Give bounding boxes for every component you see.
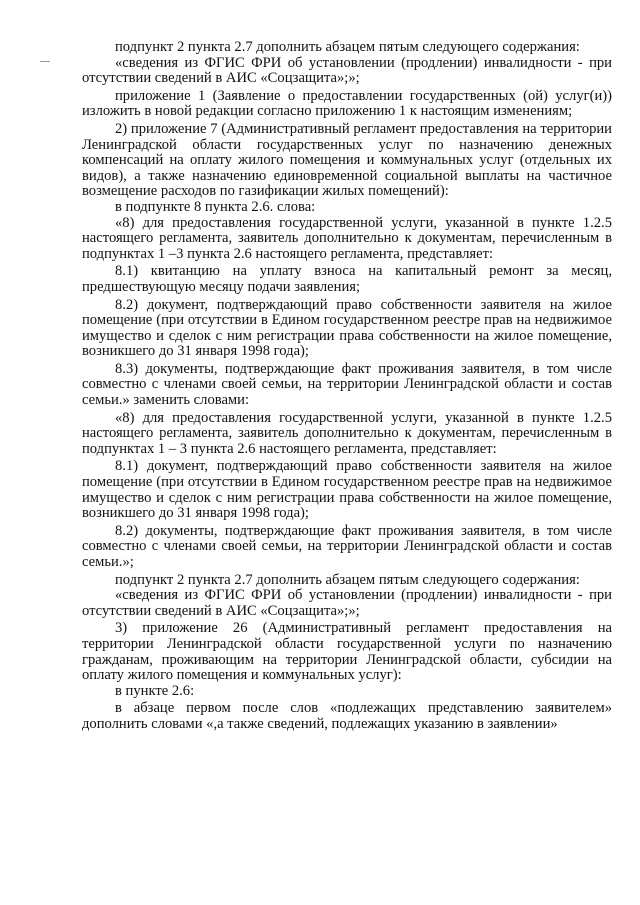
paragraph-15: 3) приложение 26 (Административный регламент предоставления на территории Ленинградской области государственной услуги по назначению гражданам, проживающим на территории Ленинградской области, субсидии на оплату жилого помещения и коммунальных услуг): [82,620,612,684]
paragraph-10: «8) для предоставления государственной услуги, указанной в пункте 1.2.5 настоящего регламента, заявитель дополнительно к документам, перечисленным в подпунктах 1 – 3 пункта 2.6 настоящего регламента, представляет: [82,409,612,457]
paragraph-8: 8.2) документ, подтверждающий право собственности заявителя на жилое помещение (при отсутствии в Едином государственном реестре прав на недвижимое имущество и сделок с ним регистрации права собственности на жилое помещение, возникшего до 31 января 1998 года); [82,296,612,360]
paragraph-1: подпункт 2 пункта 2.7 дополнить абзацем пятым следующего содержания: [115,39,580,55]
paragraph-5: в подпункте 8 пункта 2.6. слова: [115,198,316,215]
paragraph-7: 8.1) квитанцию на уплату взноса на капитальный ремонт за месяц, предшествующую месяцу подачи заявления; [82,263,612,295]
document-page [82,40,612,733]
paragraph-16: в пункте 2.6: [115,682,195,699]
paragraph-6: «8) для предоставления государственной услуги, указанной в пункте 1.2.5 настоящего регламента, заявитель дополнительно к документам, перечисленным в подпунктах 1 –3 пункта 2.6 настоящего регламента, представляет: [82,214,612,262]
paragraph-14: «сведения из ФГИС ФРИ об установлении (продлении) инвалидности - при отсутствии сведений в АИС «Соцзащита»;»; [82,587,612,619]
paragraph-2: «сведения из ФГИС ФРИ об установлении (продлении) инвалидности - при отсутствии сведений в АИС «Соцзащита»;»; [82,54,612,87]
paragraph-9: 8.3) документы, подтверждающие факт проживания заявителя, в том числе совместно с членами своей семьи, на территории Ленинградской области и состав семьи.» заменить словами: [82,360,612,409]
paragraph-17: в абзаце первом после слов «подлежащих представлению заявителем» дополнить словами «,а также сведений, подлежащих указанию в заявлении» [82,700,612,732]
paragraph-12: 8.2) документы, подтверждающие факт проживания заявителя, в том числе совместно с членами своей семьи, на территории Ленинградской области и состав семьи.»; [82,522,612,570]
paragraph-4: 2) приложение 7 (Административный регламент предоставления на территории Ленинградской области государственных услуг по назначению денежных компенсаций на оплату жилого помещения и коммунальных услуг (отдельных их видов), а также назначению единовременной социальной выплаты на частичное возмещение расходов по газификации жилых помещений): [82,120,612,200]
paragraph-3: приложение 1 (Заявление о предоставлении государственных (ой) услуг(и)) изложить в новой редакции согласно приложению 1 к настоящим изменениям; [82,87,612,120]
paragraph-11: 8.1) документ, подтверждающий право собственности заявителя на жилое помещение (при отсутствии в Едином государственном реестре прав на недвижимое имущество и сделок с ним регистрации права собственности на жилое помещение, возникшего до 31 января 1998 года); [82,458,612,522]
scan-mark [40,61,50,62]
paragraph-13: подпункт 2 пункта 2.7 дополнить абзацем пятым следующего содержания: [115,571,580,588]
